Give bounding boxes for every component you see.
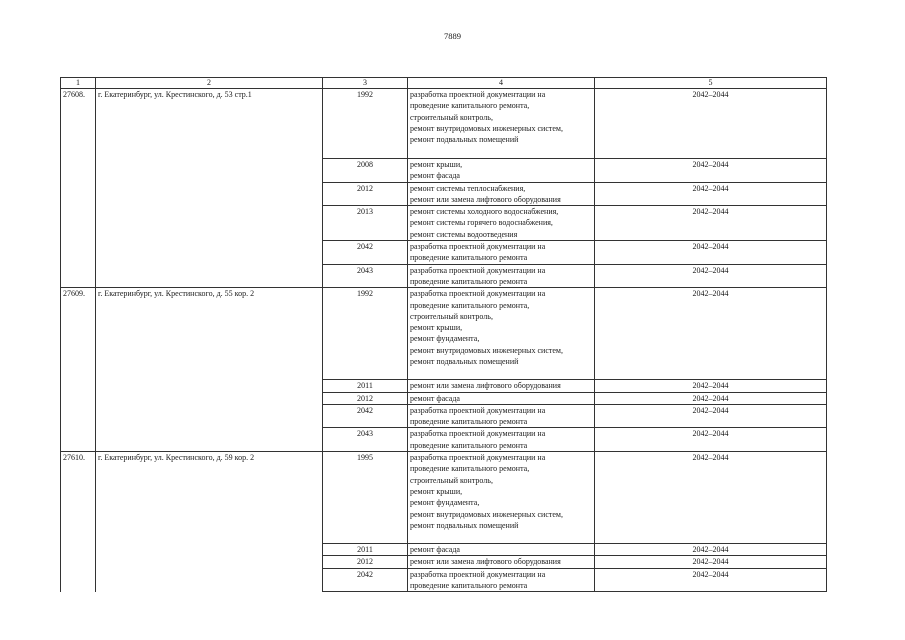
work-type-text: ремонт фасада bbox=[410, 393, 460, 403]
work-type-text: разработка проектной документации на проведение капитального ремонта, строительный контроль, ремонт крыши, ремонт фундамента, ремонт внутридомовых инженерных систем, ремонт подвальных помещений bbox=[410, 453, 563, 530]
year-cell: 2011 bbox=[323, 380, 408, 392]
year-cell: 2042 bbox=[323, 404, 408, 428]
work-type-text: разработка проектной документации на проведение капитального ремонта bbox=[410, 405, 546, 427]
work-type-text: разработка проектной документации на проведение капитального ремонта bbox=[410, 242, 546, 263]
period-cell: 2042–2044 bbox=[595, 544, 827, 556]
work-type-cell bbox=[408, 544, 595, 556]
year-cell: 2012 bbox=[323, 182, 408, 206]
period-cell: 2042–2044 bbox=[595, 264, 827, 288]
column-header-4: 4 bbox=[408, 78, 595, 89]
year-cell: 2012 bbox=[323, 392, 408, 404]
table-row bbox=[61, 288, 827, 380]
work-type-cell bbox=[408, 241, 595, 265]
object-number: 27609. bbox=[61, 288, 96, 452]
period-cell: 2042–2044 bbox=[595, 392, 827, 404]
object-address: г. Екатеринбург, ул. Крестинского, д. 53 стр.1 bbox=[96, 89, 323, 288]
year-cell: 2042 bbox=[323, 568, 408, 592]
work-type-cell bbox=[408, 452, 595, 544]
period-cell: 2042–2044 bbox=[595, 568, 827, 592]
table-row bbox=[61, 452, 827, 544]
year-cell: 2013 bbox=[323, 206, 408, 241]
year-cell: 2042 bbox=[323, 241, 408, 265]
work-type-cell bbox=[408, 404, 595, 428]
work-type-cell bbox=[408, 89, 595, 159]
work-type-text: ремонт системы теплоснабжения, ремонт или замена лифтового оборудования bbox=[410, 183, 561, 204]
period-cell: 2042–2044 bbox=[595, 556, 827, 568]
year-cell: 2043 bbox=[323, 264, 408, 288]
period-cell: 2042–2044 bbox=[595, 241, 827, 265]
work-type-text: разработка проектной документации на проведение капитального ремонта, строительный контроль, ремонт внутридомовых инженерных систем, ремонт подвальных помещений bbox=[410, 90, 563, 145]
year-cell: 1992 bbox=[323, 89, 408, 159]
year-cell: 1995 bbox=[323, 452, 408, 544]
work-type-text: ремонт фасада bbox=[410, 545, 460, 555]
object-number: 27608. bbox=[61, 89, 96, 288]
period-cell: 2042–2044 bbox=[595, 159, 827, 183]
year-cell: 2008 bbox=[323, 159, 408, 183]
work-type-text: ремонт или замена лифтового оборудования bbox=[410, 557, 561, 567]
work-type-text: разработка проектной документации на проведение капитального ремонта bbox=[410, 429, 546, 450]
object-address: г. Екатеринбург, ул. Крестинского, д. 55 кор. 2 bbox=[96, 288, 323, 452]
period-cell: 2042–2044 bbox=[595, 206, 827, 241]
work-type-cell bbox=[408, 392, 595, 404]
work-type-text: разработка проектной документации на проведение капитального ремонта, строительный контроль, ремонт крыши, ремонт фундамента, ремонт внутридомовых инженерных систем, ремонт подвальных помещений bbox=[410, 289, 563, 367]
work-type-cell bbox=[408, 428, 595, 452]
work-type-text: ремонт или замена лифтового оборудования bbox=[410, 381, 561, 391]
period-cell: 2042–2044 bbox=[595, 428, 827, 452]
work-type-cell bbox=[408, 568, 595, 592]
period-cell: 2042–2044 bbox=[595, 89, 827, 159]
work-type-cell bbox=[408, 288, 595, 380]
page-number: 7889 bbox=[444, 31, 461, 41]
header-row bbox=[61, 78, 827, 89]
column-header-5: 5 bbox=[595, 78, 827, 89]
work-type-text: ремонт системы холодного водоснабжения, ремонт системы горячего водоснабжения, ремонт системы водоотведения bbox=[410, 207, 559, 239]
work-type-text: разработка проектной документации на проведение капитального ремонта bbox=[410, 569, 546, 590]
year-cell: 2012 bbox=[323, 556, 408, 568]
work-type-cell bbox=[408, 206, 595, 241]
period-cell: 2042–2044 bbox=[595, 380, 827, 392]
period-cell: 2042–2044 bbox=[595, 182, 827, 206]
column-header-2: 2 bbox=[96, 78, 323, 89]
work-type-text: разработка проектной документации на проведение капитального ремонта bbox=[410, 265, 546, 286]
period-cell: 2042–2044 bbox=[595, 288, 827, 380]
object-address: г. Екатеринбург, ул. Крестинского, д. 59 кор. 2 bbox=[96, 452, 323, 592]
year-cell: 2043 bbox=[323, 428, 408, 452]
column-header-1: 1 bbox=[61, 78, 96, 89]
period-cell: 2042–2044 bbox=[595, 404, 827, 428]
work-type-cell bbox=[408, 182, 595, 206]
year-cell: 1992 bbox=[323, 288, 408, 380]
period-cell: 2042–2044 bbox=[595, 452, 827, 544]
column-header-3: 3 bbox=[323, 78, 408, 89]
table-body bbox=[61, 78, 827, 592]
work-type-text: ремонт крыши, ремонт фасада bbox=[410, 160, 463, 181]
repair-schedule-table bbox=[60, 77, 827, 592]
table-row bbox=[61, 89, 827, 159]
work-type-cell bbox=[408, 556, 595, 568]
object-number: 27610. bbox=[61, 452, 96, 592]
work-type-cell bbox=[408, 264, 595, 288]
work-type-cell bbox=[408, 159, 595, 183]
year-cell: 2011 bbox=[323, 544, 408, 556]
work-type-cell bbox=[408, 380, 595, 392]
